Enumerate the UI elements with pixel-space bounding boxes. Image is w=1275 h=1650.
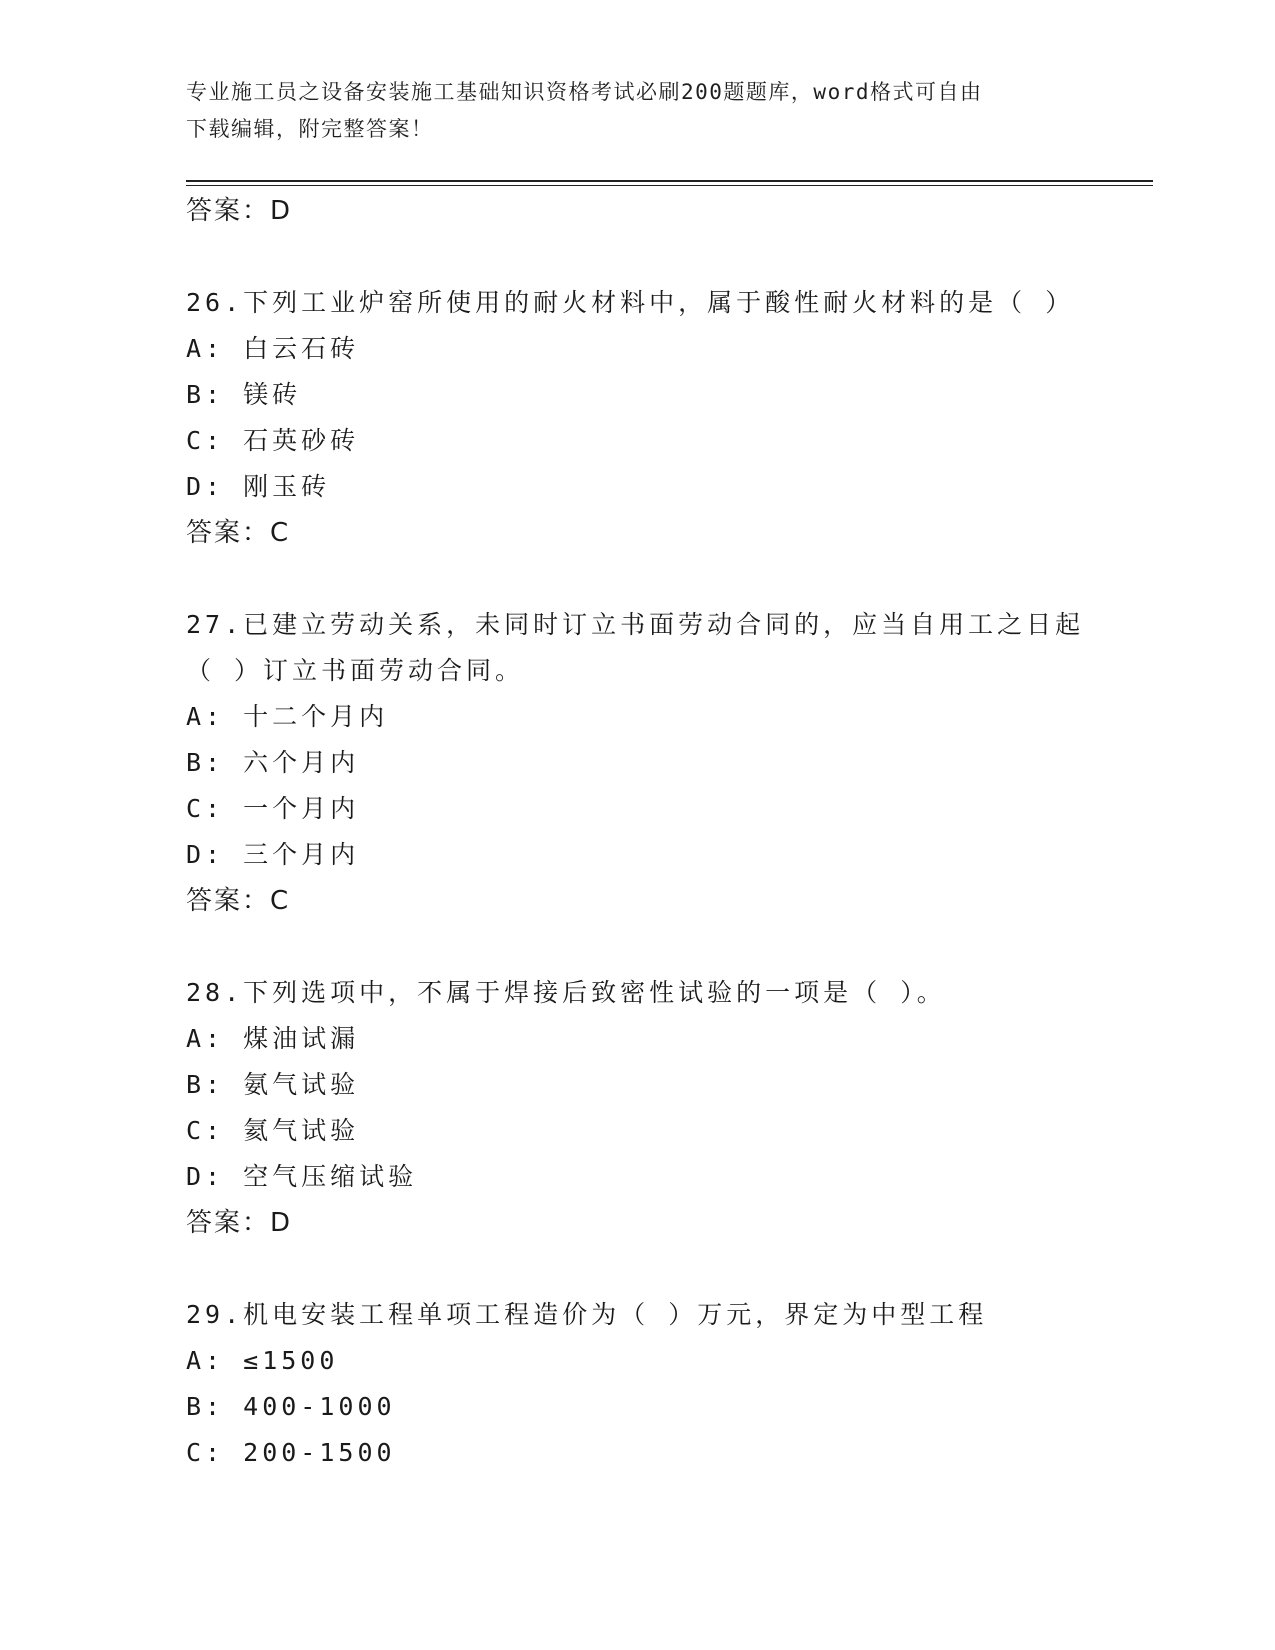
option-a: A: 十二个月内 xyxy=(186,702,389,731)
question-stem: 29.机电安装工程单项工程造价为（ ）万元，界定为中型工程 xyxy=(186,1300,988,1329)
answer: 答案：C xyxy=(186,518,291,548)
question-stem: 26.下列工业炉窑所使用的耐火材料中，属于酸性耐火材料的是（ ） xyxy=(186,288,1075,317)
document-header xyxy=(186,74,1086,148)
header-line-2: 下载编辑，附完整答案！ xyxy=(186,117,434,141)
question-stem-continued: （ ）订立书面劳动合同。 xyxy=(186,656,525,685)
option-c: C: 一个月内 xyxy=(186,794,360,823)
question-28 xyxy=(186,970,1146,1246)
answer: 答案：D xyxy=(186,1208,293,1238)
question-29 xyxy=(186,1292,1146,1476)
previous-answer: 答案：D xyxy=(186,196,293,226)
option-a: A: 白云石砖 xyxy=(186,334,360,363)
option-c: C: 石英砂砖 xyxy=(186,426,360,455)
option-c: C: 氦气试验 xyxy=(186,1116,360,1145)
question-list xyxy=(186,188,1146,1476)
option-b: B: 氨气试验 xyxy=(186,1070,360,1099)
header-line-1: 专业施工员之设备安装施工基础知识资格考试必刷200题题库，word格式可自由 xyxy=(186,80,983,104)
question-stem: 28.下列选项中，不属于焊接后致密性试验的一项是（ ）。 xyxy=(186,978,946,1007)
header-divider-thin xyxy=(186,185,1153,186)
spacer xyxy=(186,1246,1146,1292)
option-c: C: 200-1500 xyxy=(186,1438,396,1467)
option-d: D: 空气压缩试验 xyxy=(186,1162,418,1191)
spacer xyxy=(186,556,1146,602)
header-divider-thick xyxy=(186,180,1153,182)
question-27 xyxy=(186,602,1146,924)
option-d: D: 刚玉砖 xyxy=(186,472,331,501)
option-b: B: 镁砖 xyxy=(186,380,302,409)
answer: 答案：C xyxy=(186,886,291,916)
option-a: A: ≤1500 xyxy=(186,1346,339,1375)
question-stem: 27.已建立劳动关系，未同时订立书面劳动合同的，应当自用工之日起 xyxy=(186,610,1085,639)
spacer xyxy=(186,234,1146,280)
question-26 xyxy=(186,280,1146,556)
option-d: D: 三个月内 xyxy=(186,840,360,869)
option-b: B: 400-1000 xyxy=(186,1392,396,1421)
option-b: B: 六个月内 xyxy=(186,748,360,777)
option-a: A: 煤油试漏 xyxy=(186,1024,360,1053)
spacer xyxy=(186,924,1146,970)
